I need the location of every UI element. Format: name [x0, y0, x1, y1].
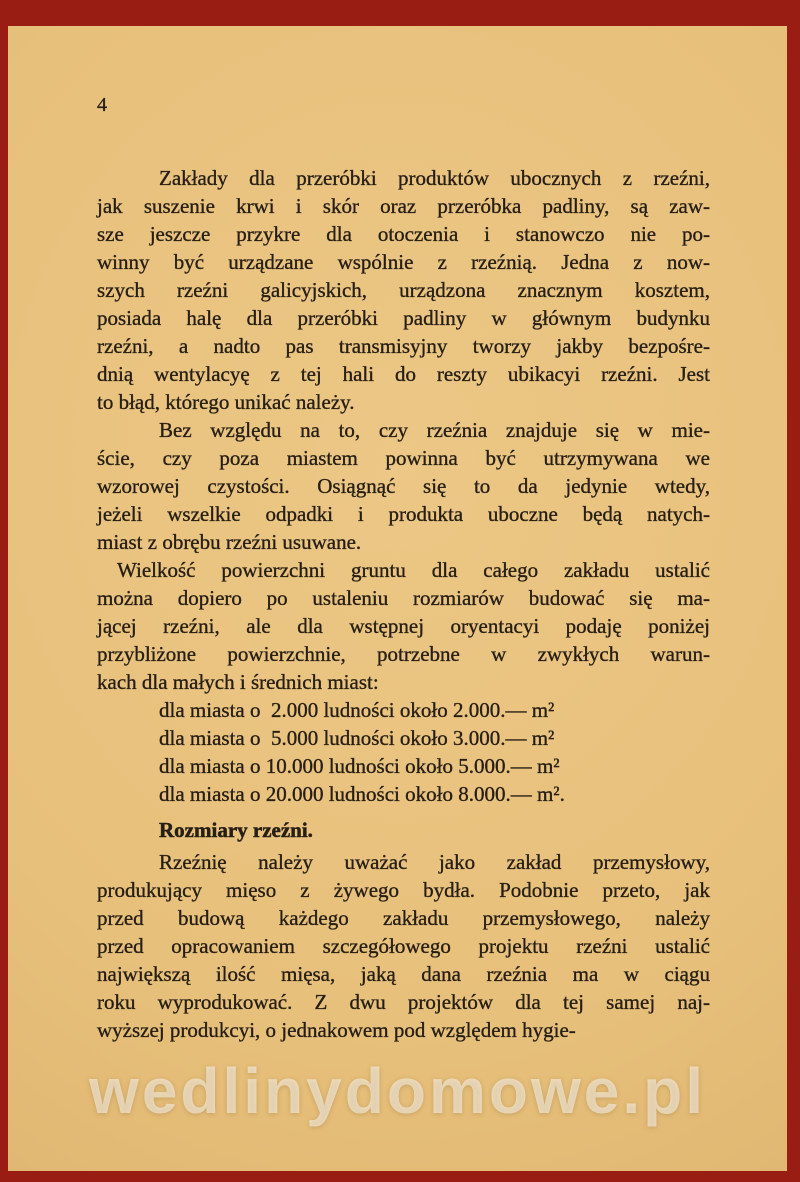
text-line: przybliżone powierzchnie, potrzebne w zwykłych warun-	[97, 642, 710, 666]
paragraph-byproduct-plants	[97, 164, 710, 416]
text-line: miast z obrębu rzeźni usuwane.	[97, 530, 362, 554]
text-line: dla miasta o 20.000 ludności około 8.000.— m².	[159, 782, 565, 806]
text-line: kach dla małych i średnich miast:	[97, 670, 379, 694]
text-line: dla miasta o 5.000 ludności około 3.000.— m²	[159, 726, 555, 750]
text-line: Bez względu na to, czy rzeźnia znajduje się w mie-	[159, 418, 710, 442]
paragraph-cleanliness	[97, 416, 710, 556]
text-line: dla miasta o 10.000 ludności około 5.000.— m²	[159, 754, 560, 778]
text-line: Zakłady dla przeróbki produktów ubocznych z rzeźni,	[159, 166, 710, 190]
section-heading: Rozmiary rzeźni.	[159, 818, 313, 842]
text-line: przed opracowaniem szczegółowego projektu rzeźni ustalić	[97, 934, 710, 958]
page-content	[8, 26, 787, 1044]
text-line: ście, czy poza miastem powinna być utrzymywana we	[97, 446, 710, 470]
text-line: można dopiero po ustaleniu rozmiarów budować się ma-	[97, 586, 710, 610]
text-line: winny być urządzane wspólnie z rzeźnią. Jedna z now-	[97, 250, 710, 274]
text-line: rzeźni, a nadto pas transmisyjny tworzy jakby bezpośre-	[97, 334, 710, 358]
text-line: dla miasta o 2.000 ludności około 2.000.— m²	[159, 698, 555, 722]
text-line: dnią wentylacyę z tej hali do reszty ubikacyi rzeźni. Jest	[97, 362, 710, 386]
text-line: szych rzeźni galicyjskich, urządzona znacznym kosztem,	[97, 278, 710, 302]
watermark-text: wedlinydomowe.pl	[89, 1055, 706, 1127]
text-line: jak suszenie krwi i skór oraz przeróbka padliny, są zaw-	[97, 194, 710, 218]
text-line: sze jeszcze przykre dla otoczenia i stanowczo nie po-	[97, 222, 710, 246]
text-line: największą ilość mięsa, jaką dana rzeźnia ma w ciągu	[97, 962, 710, 986]
text-line: jeżeli wszelkie odpadki i produkta uboczne będą natych-	[97, 502, 710, 526]
text-line: jącej rzeźni, ale dla wstępnej oryentacyi podaję poniżej	[97, 614, 710, 638]
text-line: posiada halę dla przeróbki padliny w głównym budynku	[97, 306, 710, 330]
text-line: wzorowej czystości. Osiągnąć się to da jedynie wtedy,	[97, 474, 710, 498]
paragraph-land-area	[97, 556, 710, 696]
text-line: Rzeźnię należy uważać jako zakład przemysłowy,	[159, 850, 710, 874]
text-line: produkujący mięso z żywego bydła. Podobnie przeto, jak	[97, 878, 710, 902]
city-area-list	[97, 696, 710, 808]
text-line: wyższej produkcyi, o jednakowem pod względem hygie-	[97, 1018, 576, 1042]
paragraph-slaughterhouse-dimensions	[97, 848, 710, 1044]
page-number: 4	[97, 94, 107, 116]
text-line: przed budową każdego zakładu przemysłowego, należy	[97, 906, 710, 930]
text-line: to błąd, którego unikać należy.	[97, 390, 355, 414]
text-line: roku wyprodukować. Z dwu projektów dla tej samej naj-	[97, 990, 710, 1014]
text-line: Wielkość powierzchni gruntu dla całego zakładu ustalić	[117, 558, 710, 582]
